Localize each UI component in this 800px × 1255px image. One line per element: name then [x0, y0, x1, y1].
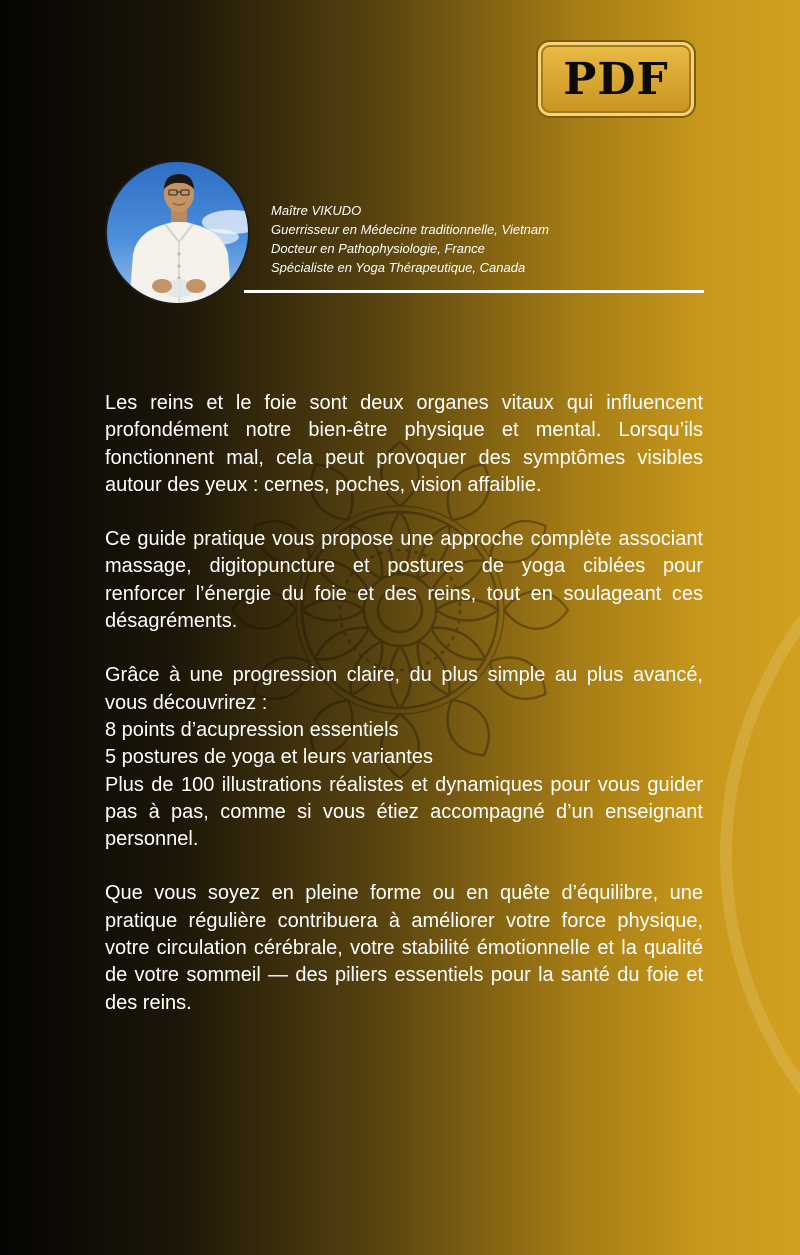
paragraph-progression	[105, 662, 703, 853]
description-body	[105, 390, 703, 1044]
author-name: Maître VIKUDO	[271, 203, 362, 218]
paragraph-conclusion: Que vous soyez en pleine forme ou en quête d’équilibre, une pratique régulière contribuera à améliorer votre force physique, votre circulation cérébrale, votre stabilité émotionnelle et la qualité de votre sommeil — des piliers essentiels pour la santé du foie et des reins.	[105, 882, 703, 1014]
progression-illustrations: Plus de 100 illustrations réalistes et dynamiques pour vous guider pas à pas, comme si vous étiez accompagné d’un enseignant personnel.	[105, 773, 703, 851]
author-portrait-image	[107, 162, 250, 305]
list-item-yoga: 5 postures de yoga et leurs variantes	[105, 746, 433, 769]
author-credential-2: Docteur en Pathophysiologie, France	[271, 241, 485, 256]
decorative-ring-arc	[720, 455, 800, 1255]
divider-line	[244, 290, 704, 293]
author-avatar	[105, 160, 250, 305]
progression-intro: Grâce à une progression claire, du plus simple au plus avancé, vous découvrirez :	[105, 664, 703, 714]
list-item-acupression: 8 points d’acupression essentiels	[105, 718, 399, 741]
pdf-label: PDF	[563, 53, 669, 105]
author-credential-1: Guerrisseur en Médecine traditionnelle, Vietnam	[271, 222, 549, 237]
author-credential-3: Spécialiste en Yoga Thérapeutique, Canada	[271, 260, 526, 275]
author-info	[271, 201, 549, 277]
paragraph-guide: Ce guide pratique vous propose une approche complète associant massage, digitopuncture et postures de yoga ciblées pour renforcer l’énergie du foie et des reins, tout en soulageant ces désagréments.	[105, 528, 703, 633]
pdf-badge	[538, 42, 694, 116]
paragraph-intro: Les reins et le foie sont deux organes vitaux qui influencent profondément notre bien-être physique et mental. Lorsqu’ils fonctionnent mal, cela peut provoquer des symptômes visibles autour des yeux : cernes, poches, vision affaiblie.	[105, 392, 703, 496]
